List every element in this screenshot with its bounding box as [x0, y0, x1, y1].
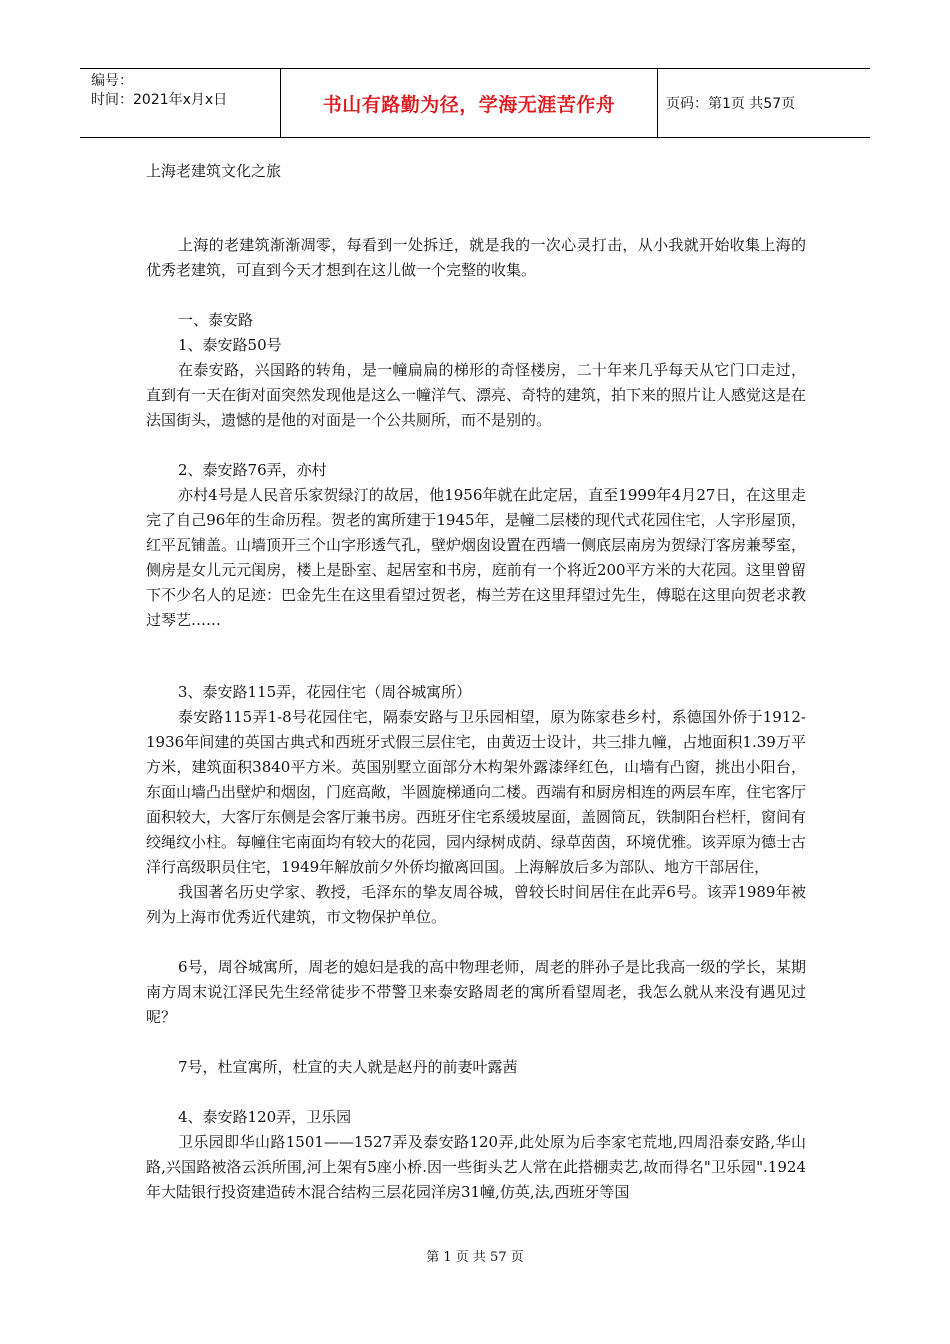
paragraph: 7号，杜宣寓所，杜宣的夫人就是赵丹的前妻叶露茜 — [178, 1058, 518, 1076]
page-header — [80, 68, 870, 138]
paragraph: 卫乐园即华山路1501——1527弄及泰安路120弄,此处原为后李家宅荒地,四周沿泰安路,华山路,兴国路被洛云浜所围,河上架有5座小桥.因一些街头艺人常在此搭棚卖艺,故而得名"卫乐园".1924年大陆银行投资建造砖木混合结构三层花园洋房31幢,仿英,法,西班牙等国 — [146, 1133, 806, 1201]
header-divider — [657, 69, 658, 137]
subsection-heading: 2、泰安路76弄，亦村 — [178, 461, 327, 479]
document-date: 时间：2021年x月x日 — [91, 92, 228, 108]
header-motto: 书山有路勤为径，学海无涯苦作舟 — [322, 93, 616, 116]
document-title: 上海老建筑文化之旅 — [146, 162, 282, 180]
document-body — [146, 233, 806, 1205]
paragraph: 泰安路115弄1-8号花园住宅，隔泰安路与卫乐园相望，原为陈家巷乡村，系德国外侨于1912-1936年间建的英国古典式和西班牙式假三层住宅，由黄迈士设计，共三排九幢，占地面积1.39万平方米，建筑面积3840平方米。英国别墅立面部分木构架外露漆绎红色，山墙有凸窗，挑出小阳台，东面山墙凸出壁炉和烟囱，门庭高敞，半圆旋梯通向二楼。西端有和厨房相连的两层车库，住宅客厅面积较大，大客厅东侧是会客厅兼书房。西班牙住宅系缓坡屋面，盖圆筒瓦，铁制阳台栏杆，窗间有绞绳纹小柱。每幢住宅南面均有较大的花园，园内绿树成荫、绿草茵茵，环境优雅。该弄原为德士古洋行高级职员住宅，1949年解放前夕外侨均撤离回国。上海解放后多为部队、地方干部居住， — [146, 708, 807, 876]
paragraph: 上海的老建筑渐渐凋零，每看到一处拆迁，就是我的一次心灵打击，从小我就开始收集上海的优秀老建筑，可直到今天才想到在这儿做一个完整的收集。 — [146, 236, 806, 279]
subsection-heading: 3、泰安路115弄，花园住宅（周谷城寓所） — [178, 683, 472, 701]
header-meta — [91, 72, 227, 110]
paragraph: 亦村4号是人民音乐家贺绿汀的故居，他1956年就在此定居，直至1999年4月27日，在这里走完了自己96年的生命历程。贺老的寓所建于1945年，是幢二层楼的现代式花园住宅，人字形屋顶，红平瓦铺盖。山墙顶开三个山字形透气孔，壁炉烟囱设置在西墙一侧底层南房为贺绿汀客房兼琴室，侧房是女儿元元闺房，楼上是卧室、起居室和书房，庭前有一个将近200平方米的大花园。这里曾留下不少名人的足迹：巴金先生在这里看望过贺老，梅兰芳在这里拜望过先生，傅聪在这里向贺老求教过琴艺…… — [146, 486, 807, 629]
page-footer: 第 1 页 共 57 页 — [426, 1250, 524, 1265]
subsection-heading: 4、泰安路120弄，卫乐园 — [178, 1108, 352, 1126]
section-heading: 一、泰安路 — [178, 311, 254, 329]
subsection-heading: 1、泰安路50号 — [178, 336, 282, 354]
paragraph: 在泰安路，兴国路的转角，是一幢扁扁的梯形的奇怪楼房，二十年来几乎每天从它门口走过，直到有一天在街对面突然发现他是这么一幢洋气、漂亮、奇特的建筑，拍下来的照片让人感觉这是在法国街头，遗憾的是他的对面是一个公共厕所，而不是别的。 — [146, 361, 807, 429]
paragraph: 我国著名历史学家、教授，毛泽东的挚友周谷城，曾较长时间居住在此弄6号。该弄1989年被列为上海市优秀近代建筑，市文物保护单位。 — [146, 883, 806, 926]
header-page-info: 页码：第1页 共57页 — [666, 96, 796, 112]
document-number: 编号： — [91, 73, 133, 89]
paragraph: 6号，周谷城寓所，周老的媳妇是我的高中物理老师，周老的胖孙子是比我高一级的学长，某期南方周末说江泽民先生经常徒步不带警卫来泰安路周老的寓所看望周老，我怎么就从来没有遇见过呢？ — [146, 958, 806, 1026]
